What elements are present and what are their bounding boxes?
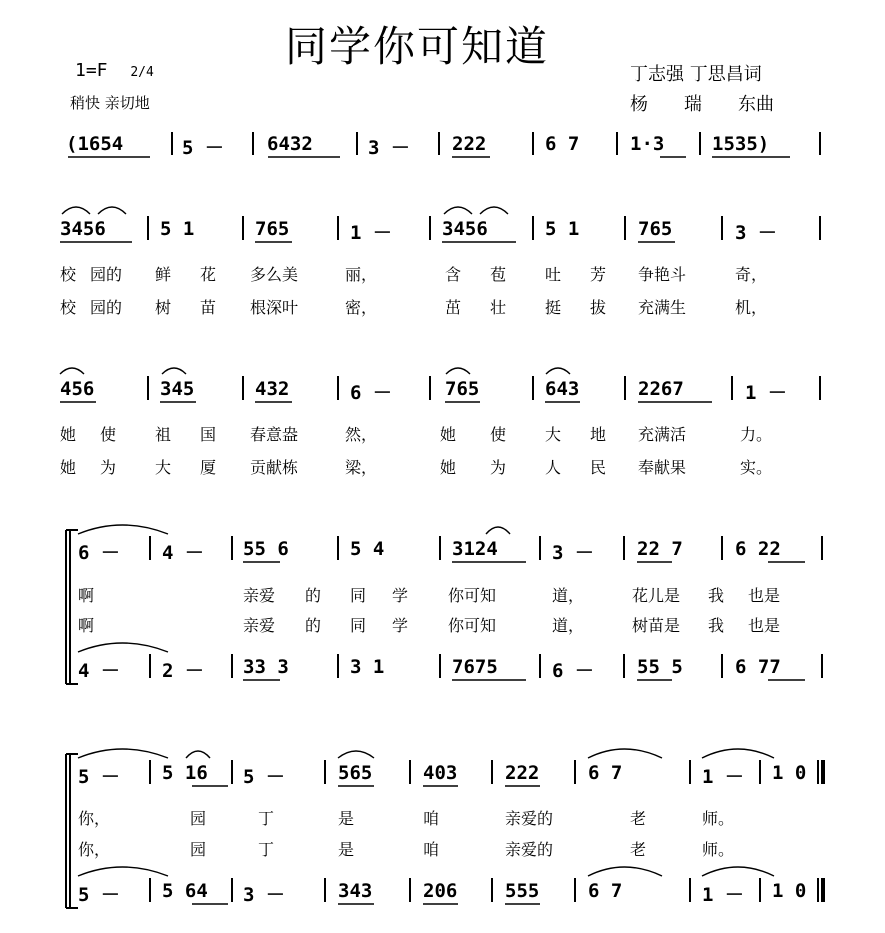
s3-v2-9: 也是	[748, 616, 781, 635]
s3-u4: 5 4	[350, 538, 385, 560]
s4-l6: 555	[505, 880, 540, 902]
s1-v2-5: 密，	[345, 298, 378, 317]
s2-v2-11: 实。	[740, 458, 773, 477]
s4-v2-3: 是	[338, 840, 355, 859]
s2-v1-7: 使	[490, 425, 507, 444]
s4-v2-4: 咱	[423, 840, 440, 859]
s2-v1-4: 春意盎	[250, 425, 299, 444]
s1-v2-1: 园的	[90, 298, 123, 317]
s3-u7: 22 7	[637, 538, 683, 560]
s4-u4: 565	[338, 762, 373, 784]
s1-v1-3: 花	[200, 265, 217, 284]
lyricist-credit: 丁志强 丁思昌词	[630, 64, 762, 85]
s4-v2-7: 师。	[702, 840, 735, 859]
s1-v2-7: 壮	[490, 298, 507, 317]
s4-v1-6: 老	[630, 809, 647, 828]
s1-v1-2: 鲜	[155, 265, 172, 284]
s3-l7: 55 5	[637, 656, 683, 678]
s4-v1-7: 师。	[702, 809, 735, 828]
s1-m8: 3 －	[735, 222, 777, 244]
s2-m7: 2267	[638, 378, 684, 400]
s2-v2-4: 贡献栋	[250, 458, 299, 477]
s3-v2-6: 道，	[552, 616, 585, 635]
s2-v2-1: 为	[100, 458, 117, 477]
s3-v2-4: 学	[392, 616, 409, 635]
s4-l7: 6 7	[588, 880, 623, 902]
s4-v2-2: 丁	[258, 840, 275, 859]
s3-u8: 6 22	[735, 538, 781, 560]
s4-l1: 5 －	[78, 884, 120, 906]
s4-l8: 1 －	[702, 884, 744, 906]
s4-l4: 343	[338, 880, 373, 902]
s3-v1-5: 你可知	[448, 586, 497, 605]
s1-m4: 1 －	[350, 222, 392, 244]
s3-v1-6: 道，	[552, 586, 585, 605]
s2-v1-9: 地	[590, 425, 607, 444]
s3-l6: 6 －	[552, 660, 594, 682]
s3-u2: 4 －	[162, 542, 204, 564]
intro-m8: 1535)	[712, 133, 770, 155]
s2-m3: 432	[255, 378, 290, 400]
s3-v1-9: 也是	[748, 586, 781, 605]
s1-m6: 5 1	[545, 218, 580, 240]
s3-v2-0: 啊	[78, 616, 95, 635]
song-title: 同学你可知道	[285, 22, 550, 71]
intro-m7: 1·3	[630, 133, 665, 155]
s4-v2-1: 园	[190, 840, 207, 859]
intro-m5: 222	[452, 133, 487, 155]
s4-u8: 1 －	[702, 766, 744, 788]
s3-l2: 2 －	[162, 660, 204, 682]
s2-v1-8: 大	[545, 425, 562, 444]
s2-v2-6: 她	[440, 458, 457, 477]
s4-v2-0: 你，	[78, 840, 111, 859]
s3-v2-5: 你可知	[448, 616, 497, 635]
s2-m8: 1 －	[745, 382, 787, 404]
s2-v1-5: 然，	[345, 425, 378, 444]
s1-v2-9: 拔	[590, 298, 607, 317]
s3-v1-4: 学	[392, 586, 409, 605]
s2-m6: 643	[545, 378, 580, 400]
s4-u2: 5 16	[162, 762, 208, 784]
s2-v2-3: 厦	[200, 458, 217, 477]
s3-v1-0: 啊	[78, 586, 95, 605]
s4-v1-3: 是	[338, 809, 355, 828]
s4-l9: 1 0	[772, 880, 807, 902]
s2-v2-5: 梁，	[345, 458, 378, 477]
composer-credit: 杨 瑞 东曲	[630, 94, 774, 115]
s1-m1: 3456	[60, 218, 106, 240]
s2-v1-6: 她	[440, 425, 457, 444]
s2-m5: 765	[445, 378, 480, 400]
intro-m2: 5 －	[182, 137, 224, 159]
s4-v1-1: 园	[190, 809, 207, 828]
s2-v1-10: 充满活	[638, 425, 687, 444]
s1-v2-11: 机，	[735, 298, 768, 317]
s3-v2-1: 亲爱	[243, 616, 276, 635]
s1-v1-11: 奇，	[735, 265, 768, 284]
s3-v2-2: 的	[305, 616, 322, 635]
s2-v2-9: 民	[590, 458, 607, 477]
s3-u5: 3124	[452, 538, 498, 560]
key-label: 1=F	[75, 60, 108, 81]
s2-v1-11: 力。	[740, 425, 773, 444]
s4-l5: 206	[423, 880, 458, 902]
s1-v2-6: 茁	[445, 298, 462, 317]
s3-u3: 55 6	[243, 538, 289, 560]
s2-v1-3: 国	[200, 425, 217, 444]
s3-v2-7: 树苗是	[632, 616, 681, 635]
tempo-marking: 稍快 亲切地	[70, 94, 150, 112]
s1-v2-3: 苗	[200, 298, 217, 317]
s3-l3: 33 3	[243, 656, 289, 678]
s2-v1-0: 她	[60, 425, 77, 444]
s3-l5: 7675	[452, 656, 498, 678]
s2-v1-2: 祖	[155, 425, 172, 444]
s1-v1-6: 含	[445, 265, 462, 284]
s4-l3: 3 －	[243, 884, 285, 906]
s3-v1-7: 花儿是	[632, 586, 681, 605]
s1-v2-2: 树	[155, 298, 172, 317]
s3-v1-2: 的	[305, 586, 322, 605]
s2-m1: 456	[60, 378, 95, 400]
s3-v1-3: 同	[350, 586, 367, 605]
s4-v1-0: 你，	[78, 809, 111, 828]
s1-v1-5: 丽，	[345, 265, 378, 284]
s1-m2: 5 1	[160, 218, 195, 240]
s4-u9: 1 0	[772, 762, 807, 784]
s2-v2-0: 她	[60, 458, 77, 477]
s2-v1-1: 使	[100, 425, 117, 444]
s1-m5: 3456	[442, 218, 488, 240]
s3-l8: 6 77	[735, 656, 781, 678]
s4-u5: 403	[423, 762, 458, 784]
s1-v1-1: 园的	[90, 265, 123, 284]
s2-v2-2: 大	[155, 458, 172, 477]
s1-v1-9: 芳	[590, 265, 607, 284]
s3-l4: 3 1	[350, 656, 385, 678]
s1-m3: 765	[255, 218, 290, 240]
s4-u1: 5 －	[78, 766, 120, 788]
s1-v1-8: 吐	[545, 265, 562, 284]
s1-v1-7: 苞	[490, 265, 507, 284]
s4-v1-5: 亲爱的	[505, 809, 554, 828]
s2-m4: 6 －	[350, 382, 392, 404]
s4-v1-4: 咱	[423, 809, 440, 828]
s4-u6: 222	[505, 762, 540, 784]
s1-v1-4: 多么美	[250, 265, 299, 284]
s1-m7: 765	[638, 218, 673, 240]
s1-v2-0: 校	[60, 298, 77, 317]
s2-v2-10: 奉献果	[638, 458, 687, 477]
s3-v1-1: 亲爱	[243, 586, 276, 605]
s3-u6: 3 －	[552, 542, 594, 564]
time-signature: 2/4	[130, 65, 154, 80]
s1-v2-4: 根深叶	[250, 298, 299, 317]
s3-v1-8: 我	[708, 586, 725, 605]
s2-v2-7: 为	[490, 458, 507, 477]
s1-v2-10: 充满生	[638, 298, 687, 317]
s4-u7: 6 7	[588, 762, 623, 784]
s4-v2-6: 老	[630, 840, 647, 859]
intro-m1: (1654	[66, 133, 124, 155]
s4-u3: 5 －	[243, 766, 285, 788]
s3-l1: 4 －	[78, 660, 120, 682]
s3-v2-8: 我	[708, 616, 725, 635]
s1-v2-8: 挺	[545, 298, 562, 317]
s4-l2: 5 64	[162, 880, 208, 902]
s3-v2-3: 同	[350, 616, 367, 635]
intro-m4: 3 －	[368, 137, 410, 159]
s1-v1-0: 校	[60, 265, 77, 284]
s2-v2-8: 人	[545, 458, 562, 477]
s2-m2: 345	[160, 378, 195, 400]
s4-v1-2: 丁	[258, 809, 275, 828]
intro-m6: 6 7	[545, 133, 580, 155]
s4-v2-5: 亲爱的	[505, 840, 554, 859]
s3-u1: 6 －	[78, 542, 120, 564]
intro-m3: 6432	[267, 133, 313, 155]
s1-v1-10: 争艳斗	[638, 265, 687, 284]
